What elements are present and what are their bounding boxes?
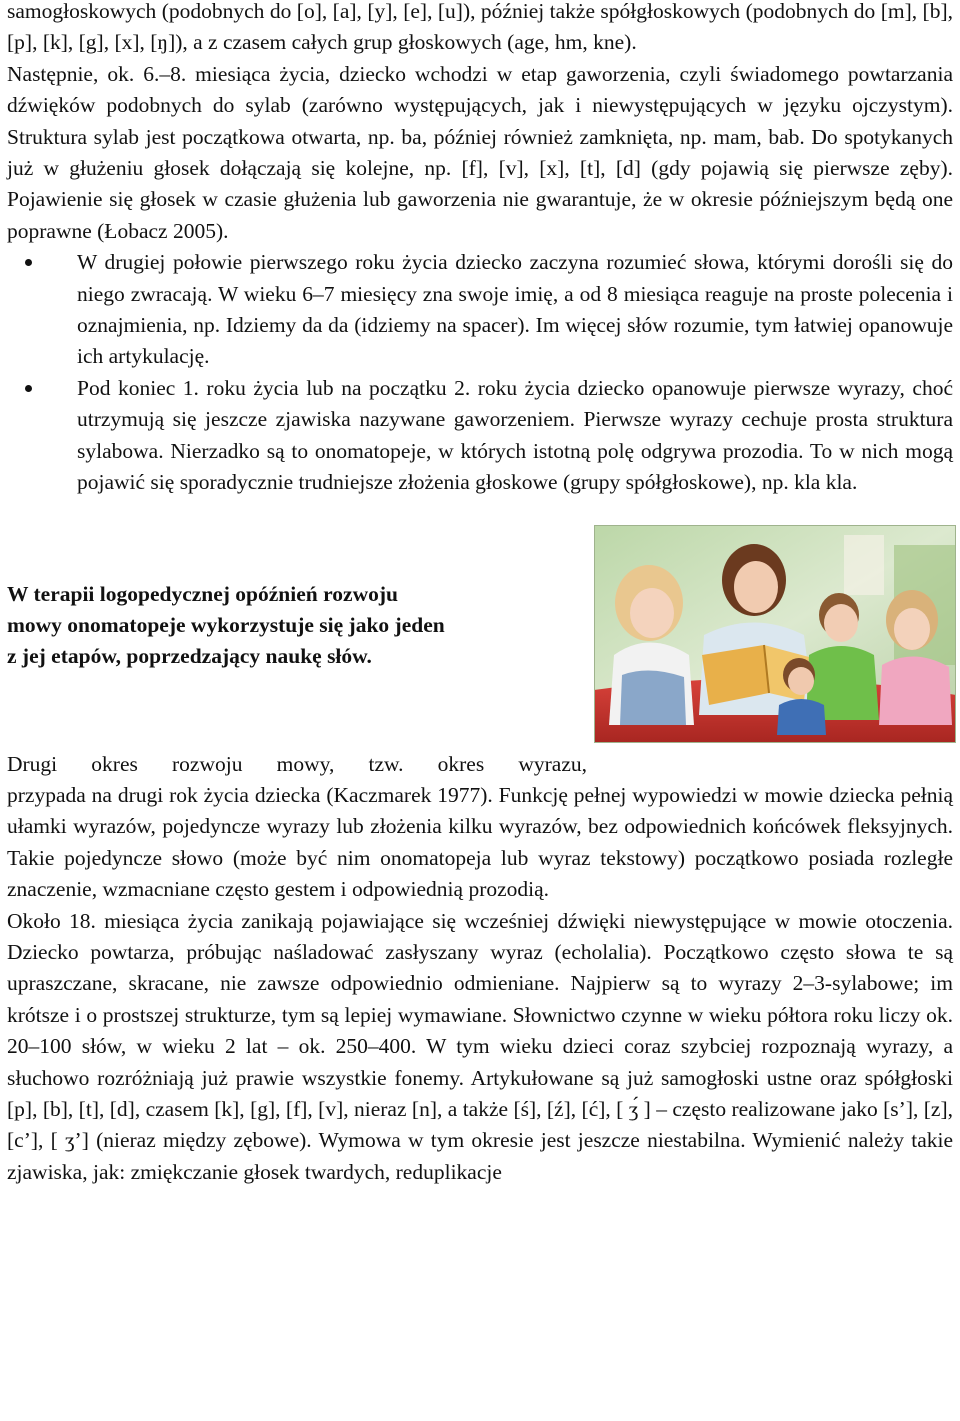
intro-paragraph-1: samogłoskowych (podobnych do [o], [a], [y], [e], [u]), później także spółgłoskowych (podobnych do [m], [b], [p], [k], [g], [x], [ŋ]), a z czasem całych grup głoskowych (age, hm, kne).: [7, 0, 953, 55]
section2-paragraph-2: Około 18. miesiąca życia zanikają pojawiające się wcześniej dźwięki niewystępujące w mowie otoczenia. Dziecko powtarza, próbując naśladować zasłyszany wyraz (echolalia). Początkowo często słowa te są upraszczane, skracane, nie zawsze odpowiednio odmieniane. Najpierw są to wyrazy 2–3-sylabowe; im krótsze i o prostszej strukturze, tym są lepiej wymawiane. Słownictwo czynne w wieku półtora roku liczy ok. 20–100 słów, w wieku 2 lat – ok. 250–400. W tym wieku dzieci coraz szybciej rozpoznają wyrazy, a słuchowo rozróżniają już prawie wszystkie fonemy. Artykułowane są już samogłoski ustne oraz spółgłoski [p], [b], [t], [d], czasem [k], [g], [f], [v], nieraz [n], a także [ś], [ź], [ć], [ ʒ́ ] – często realizowane jako [s’], [z], [c’], [ ʒ’] (nieraz między zębowe). Wymowa w tym okresie jest jeszcze niestabilna. Wymienić należy takie zjawiska, jak: zmiękczanie głosek twardych, reduplikacje: [7, 908, 953, 1184]
photo-illustration: [594, 525, 956, 743]
bullet-text: Pod koniec 1. roku życia lub na początku 2. roku życia dziecko opanowuje pierwsze wyrazy, choć utrzymują się jeszcze zjawiska nazywane gaworzeniem. Pierwsze wyrazy cechuje prosta struktura sylabowa. Nierzadko są to onomatopeje, w których istotną polę odgrywa prozodia. To w nich mogą pojawić się sporadycznie trudniejsze złożenia głoskowe (grupy spółgłoskowe), np. kla kla.: [77, 375, 953, 495]
teacher-with-children-photo: [594, 525, 956, 743]
therapy-callout: W terapii logopedycznej opóźnień rozwoju mowy onomatopeje wykorzystuje się jako jeden z jej etapów, poprzedzający naukę słów.: [7, 581, 445, 669]
intro-paragraph-2: Następnie, ok. 6.–8. miesiąca życia, dziecko wchodzi w etap gaworzenia, czyli świadomego powtarzania dźwięków podobnych do sylab (zarówno występujących, jak i niewystępujących w języku ojczystym). Struktura sylab jest początkowa otwarta, np. ba, później również zamknięta, np. mam, bab. Do spotykanych już w głużeniu głosek dołączają się kolejne, np. [f], [v], [x], [t], [d] (gdy pojawią się pierwsze zęby). Pojawienie się głosek w czasie głużenia lub gaworzenia nie gwarantuje, że w okresie późniejszym będą one poprawne (Łobacz 2005).: [7, 61, 953, 243]
bullet-text: W drugiej połowie pierwszego roku życia dziecko zaczyna rozumieć słowa, którymi dorośli się do niego zwracają. W wieku 6–7 miesięcy zna swoje imię, a od 8 miesiąca reaguje na proste polecenia i oznajmienia, np. Idziemy da da (idziemy na spacer). Im więcej słów rozumie, tym łatwiej opanowuje ich artykulację.: [77, 250, 953, 369]
section2-first-line: Drugi okres rozwoju mowy, tzw. okres wyrazu,: [7, 751, 587, 776]
document-page: [7, 0, 953, 1188]
development-bullet-list: [7, 247, 953, 498]
bullet-item-understanding: [7, 247, 953, 373]
feature-block: [7, 525, 953, 749]
bullet-item-first-words: [7, 373, 953, 499]
section2-paragraph: przypada na drugi rok życia dziecka (Kaczmarek 1977). Funkcję pełnej wypowiedzi w mowie dziecka pełnią ułamki wyrazów, pojedyncze wyrazy lub złożenia kilku wyrazów, bez odpowiednich końcówek fleksyjnych. Takie pojedyncze słowo (może być nim onomatopeja lub wyraz tekstowy) początkowo posiada rozległe znaczenie, wzmacniane często gestem i odpowiednią prozodią.: [7, 782, 953, 902]
